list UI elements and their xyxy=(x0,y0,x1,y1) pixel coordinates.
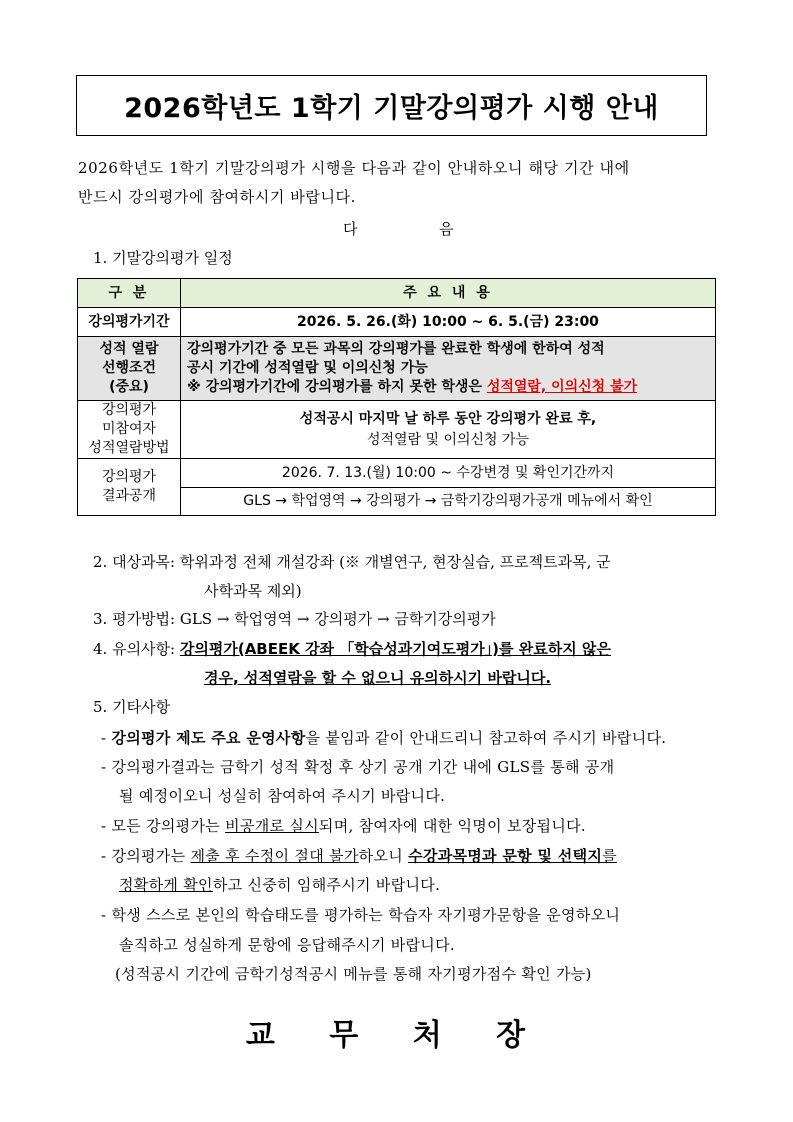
item-4-line-1 xyxy=(93,638,611,660)
note-3-underline: 비공개로 실시 xyxy=(225,817,319,835)
note-2-line-2: 될 예정이오니 성실히 참여하여 주시기 바랍니다. xyxy=(119,787,446,805)
note-3-b: 되며, 참여자에 대한 익명이 보장됩니다. xyxy=(318,817,586,835)
row-label-results xyxy=(78,459,181,516)
item-4-label: 4. 유의사항: xyxy=(93,640,180,658)
content-prefix: ※ 강의평가기간에 강의평가를 하지 못한 학생은 xyxy=(187,379,487,395)
note-2-line-1: - 강의평가결과는 금학기 성적 확정 후 상기 공개 기간 내에 GLS를 통해 공개 xyxy=(101,758,615,776)
note-1-rest: 을 붙임과 같이 안내드리니 참고하여 주시기 바랍니다. xyxy=(305,729,667,747)
note-4-line-1: - 강의평가는 제출 후 수정이 절대 불가하오니 수강과목명과 문항 및 선택지를 xyxy=(101,847,617,865)
row-content-nonparticipant xyxy=(181,401,716,459)
table-row xyxy=(78,337,716,401)
note-4-b: 하오니 xyxy=(358,847,409,865)
note-2-text: 강의평가결과는 금학기 성적 확정 후 상기 공개 기간 내에 GLS를 통해 공개 xyxy=(111,758,615,776)
item-2-line-2: 사학과목 제외) xyxy=(204,582,302,600)
label-line: 결과공개 xyxy=(101,488,157,504)
intro-line-2: 반드시 강의평가에 참여하시기 바랍니다. xyxy=(78,188,357,206)
label-line: 미참여자 xyxy=(101,421,157,437)
note-5-line-3: (성적공시 기간에 금학기성적공시 메뉴를 통해 자기평가점수 확인 가능) xyxy=(115,965,592,983)
content-line xyxy=(187,378,709,397)
red-warning: 성적열람, 이의신청 불가 xyxy=(486,379,638,395)
note-5-text: 학생 스스로 본인의 학습태도를 평가하는 학습자 자기평가문항을 운영하오니 xyxy=(111,906,621,924)
note-3: - 모든 강의평가는 비공개로 실시되며, 참여자에 대한 익명이 보장됩니다. xyxy=(101,817,586,835)
row-content-precondition xyxy=(181,337,716,401)
item-5-heading: 5. 기타사항 xyxy=(93,698,171,716)
row-content-results-path: GLS → 학업영역 → 강의평가 → 금학기강의평가공개 메뉴에서 확인 xyxy=(181,488,716,516)
content-line: 강의평가기간 중 모든 과목의 강의평가를 완료한 학생에 한하여 성적 xyxy=(187,341,605,357)
row-label-period: 강의평가기간 xyxy=(78,308,181,337)
table-header-row xyxy=(78,279,716,308)
content-line: 성적열람 및 이의신청 가능 xyxy=(366,431,530,448)
eum-label: 음 xyxy=(439,220,454,238)
item-4-emphasis: 강의평가(ABEEK 강좌 「학습성과기여도평가」)를 완료하지 않은 xyxy=(179,640,611,658)
note-1: - 강의평가 제도 주요 운영사항을 붙임과 같이 안내드리니 참고하여 주시기 바랍니다. xyxy=(101,729,667,747)
item-3: 3. 평가방법: GLS → 학업영역 → 강의평가 → 금학기강의평가 xyxy=(93,610,496,628)
note-3-a: 모든 강의평가는 xyxy=(111,817,226,835)
note-4-bold-underline: 수강과목명과 문항 및 선택지 xyxy=(408,847,603,865)
item-2-line-1: 2. 대상과목: 학위과정 전체 개설강좌 (※ 개별연구, 현장실습, 프로젝트과목, 군 xyxy=(93,553,611,571)
table-row xyxy=(78,459,716,488)
label-line: 강의평가 xyxy=(101,469,157,485)
label-line: 선행조건 xyxy=(101,360,157,376)
da-label: 다 xyxy=(343,220,358,238)
note-4-line-2-rest: 하고 신중히 임해주시기 바랍니다. xyxy=(212,876,441,894)
section-1-heading: 1. 기말강의평가 일정 xyxy=(93,249,233,267)
note-5-line-2: 솔직하고 성실하게 문항에 응답해주시기 바랍니다. xyxy=(119,936,455,954)
note-4-line-2-underline: 정확하게 확인 xyxy=(119,876,213,894)
label-line: 강의평가 xyxy=(101,402,157,418)
row-content-results-date: 2026. 7. 13.(월) 10:00 ~ 수강변경 및 확인기간까지 xyxy=(181,459,716,488)
intro-line-1: 2026학년도 1학기 기말강의평가 시행을 다음과 같이 안내하오니 해당 기간 내에 xyxy=(78,159,630,177)
label-line: 성적열람방법 xyxy=(88,440,170,456)
content-line: 성적공시 마지막 날 하루 동안 강의평가 완료 후, xyxy=(299,410,597,427)
note-5-line-1: - 학생 스스로 본인의 학습태도를 평가하는 학습자 자기평가문항을 운영하오니 xyxy=(101,906,621,924)
header-content: 주 요 내 용 xyxy=(181,279,716,308)
schedule-table xyxy=(77,278,716,516)
table-row xyxy=(78,308,716,337)
header-category: 구 분 xyxy=(78,279,181,308)
label-line: (중요) xyxy=(109,379,149,395)
note-4-underline: 제출 후 수정이 절대 불가 xyxy=(190,847,359,865)
table-row xyxy=(78,401,716,459)
row-content-period: 2026. 5. 26.(화) 10:00 ~ 6. 5.(금) 23:00 xyxy=(181,308,716,337)
item-4-line-2: 경우, 성적열람을 할 수 없으니 유의하시기 바랍니다. xyxy=(204,669,552,687)
footer-signature: 교 무 처 장 xyxy=(245,1018,548,1053)
label-line: 성적 열람 xyxy=(99,341,159,357)
row-label-nonparticipant xyxy=(78,401,181,459)
note-4-line-2 xyxy=(119,874,440,896)
note-4-a: 강의평가는 xyxy=(111,847,191,865)
row-label-precondition xyxy=(78,337,181,401)
note-4-c: 를 xyxy=(602,847,617,865)
note-1-bold: 강의평가 제도 주요 운영사항 xyxy=(111,729,306,747)
content-line: 공시 기간에 성적열람 및 이의신청 가능 xyxy=(187,360,428,376)
page-title: 2026학년도 1학기 기말강의평가 시행 안내 xyxy=(76,75,707,136)
